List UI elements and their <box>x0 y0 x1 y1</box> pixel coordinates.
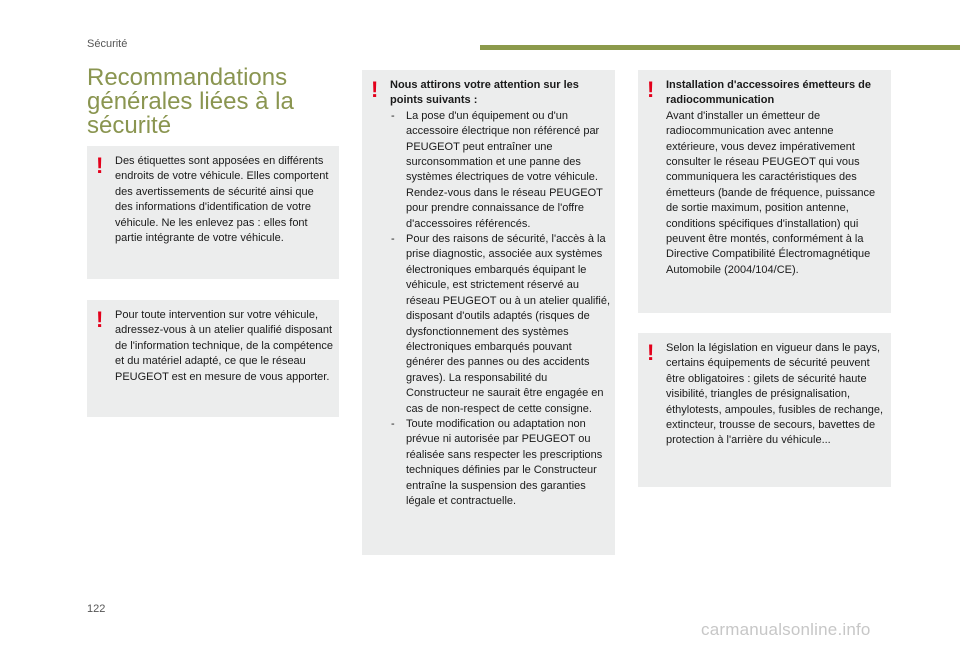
note-labels <box>87 146 339 279</box>
attention-list <box>390 109 611 510</box>
note-legislation-text: Selon la législation en vigueur dans le pays, certains équipements de sécurité peuvent être obligatoires : gilets de sécurité haute visibilité, triangles de présignalisation, éthylotests, ampoules, fusibles de rechange, extincteur, trousse de secours, bavettes de protection à l'arrière du véhicule... <box>666 342 884 447</box>
warning-icon: ! <box>96 153 104 178</box>
warning-icon: ! <box>371 77 379 102</box>
note-legislation <box>638 333 891 487</box>
note-attention-heading: Nous attirons votre attention sur les points suivants : <box>390 79 579 107</box>
list-item: - Pour des raisons de sécurité, l'accès à la prise diagnostic, associée aux systèmes électroniques embarqués équipant le véhicule, est strictement réservé au réseau PEUGEOT ou à un atelier qualifié, disposant d'outils adaptés (risques de dysfonctionnement des systèmes électroniques embarqués pouvant générer des pannes ou des accidents graves). La responsabilité du Constructeur ne saurait être engagée en cas de non-respect de cette consigne. <box>390 232 611 417</box>
note-radio-text: Avant d'installer un émetteur de radiocommunication avec antenne extérieure, vous devez impérativement consulter le réseau PEUGEOT qui vous communiquera les caractéristiques des émetteurs (bande de fréquence, puissance de sortie maximum, position antenne, conditions spécifiques d'installation) qui peuvent être montés, conformément à la Directive Compatibilité Électromagnétique Automobile (2004/104/CE). <box>666 109 876 276</box>
watermark: carmanualsonline.info <box>701 620 871 639</box>
note-radio-heading: Installation d'accessoires émetteurs de radiocommunication <box>666 79 871 107</box>
warning-icon: ! <box>96 307 104 332</box>
section-label: Sécurité <box>87 38 128 50</box>
page-title: Recommandations générales liées à la sécurité <box>87 64 294 139</box>
note-labels-text: Des étiquettes sont apposées en différents endroits de votre véhicule. Elles comportent des avertissements de sécurité ainsi que des informations d'identification de votre véhicule. Ne les enlevez pas : elles font partie intégrante de votre véhicule. <box>115 155 329 245</box>
note-radio-emitters <box>638 70 891 313</box>
section-accent-bar <box>480 45 960 50</box>
note-attention <box>362 70 615 555</box>
warning-icon: ! <box>647 340 655 365</box>
list-item: - La pose d'un équipement ou d'un accessoire électrique non référencé par PEUGEOT peut entraîner une surconsommation et une panne des systèmes électriques de votre véhicule. Rendez-vous dans le réseau PEUGEOT pour prendre connaissance de l'offre d'accessoires référencés. <box>390 109 611 232</box>
warning-icon: ! <box>647 77 655 102</box>
note-intervention <box>87 300 339 417</box>
list-item: - Toute modification ou adaptation non prévue ni autorisée par PEUGEOT ou réalisée sans respecter les prescriptions techniques définies par le Constructeur entraîne la suspension des garanties légale et contractuelle. <box>390 417 611 509</box>
page-number: 122 <box>87 603 106 615</box>
note-intervention-text: Pour toute intervention sur votre véhicule, adressez-vous à un atelier qualifié disposant de l'information technique, de la compétence et du matériel adapté, ce que le réseau PEUGEOT est en mesure de vous apporter. <box>115 309 333 383</box>
